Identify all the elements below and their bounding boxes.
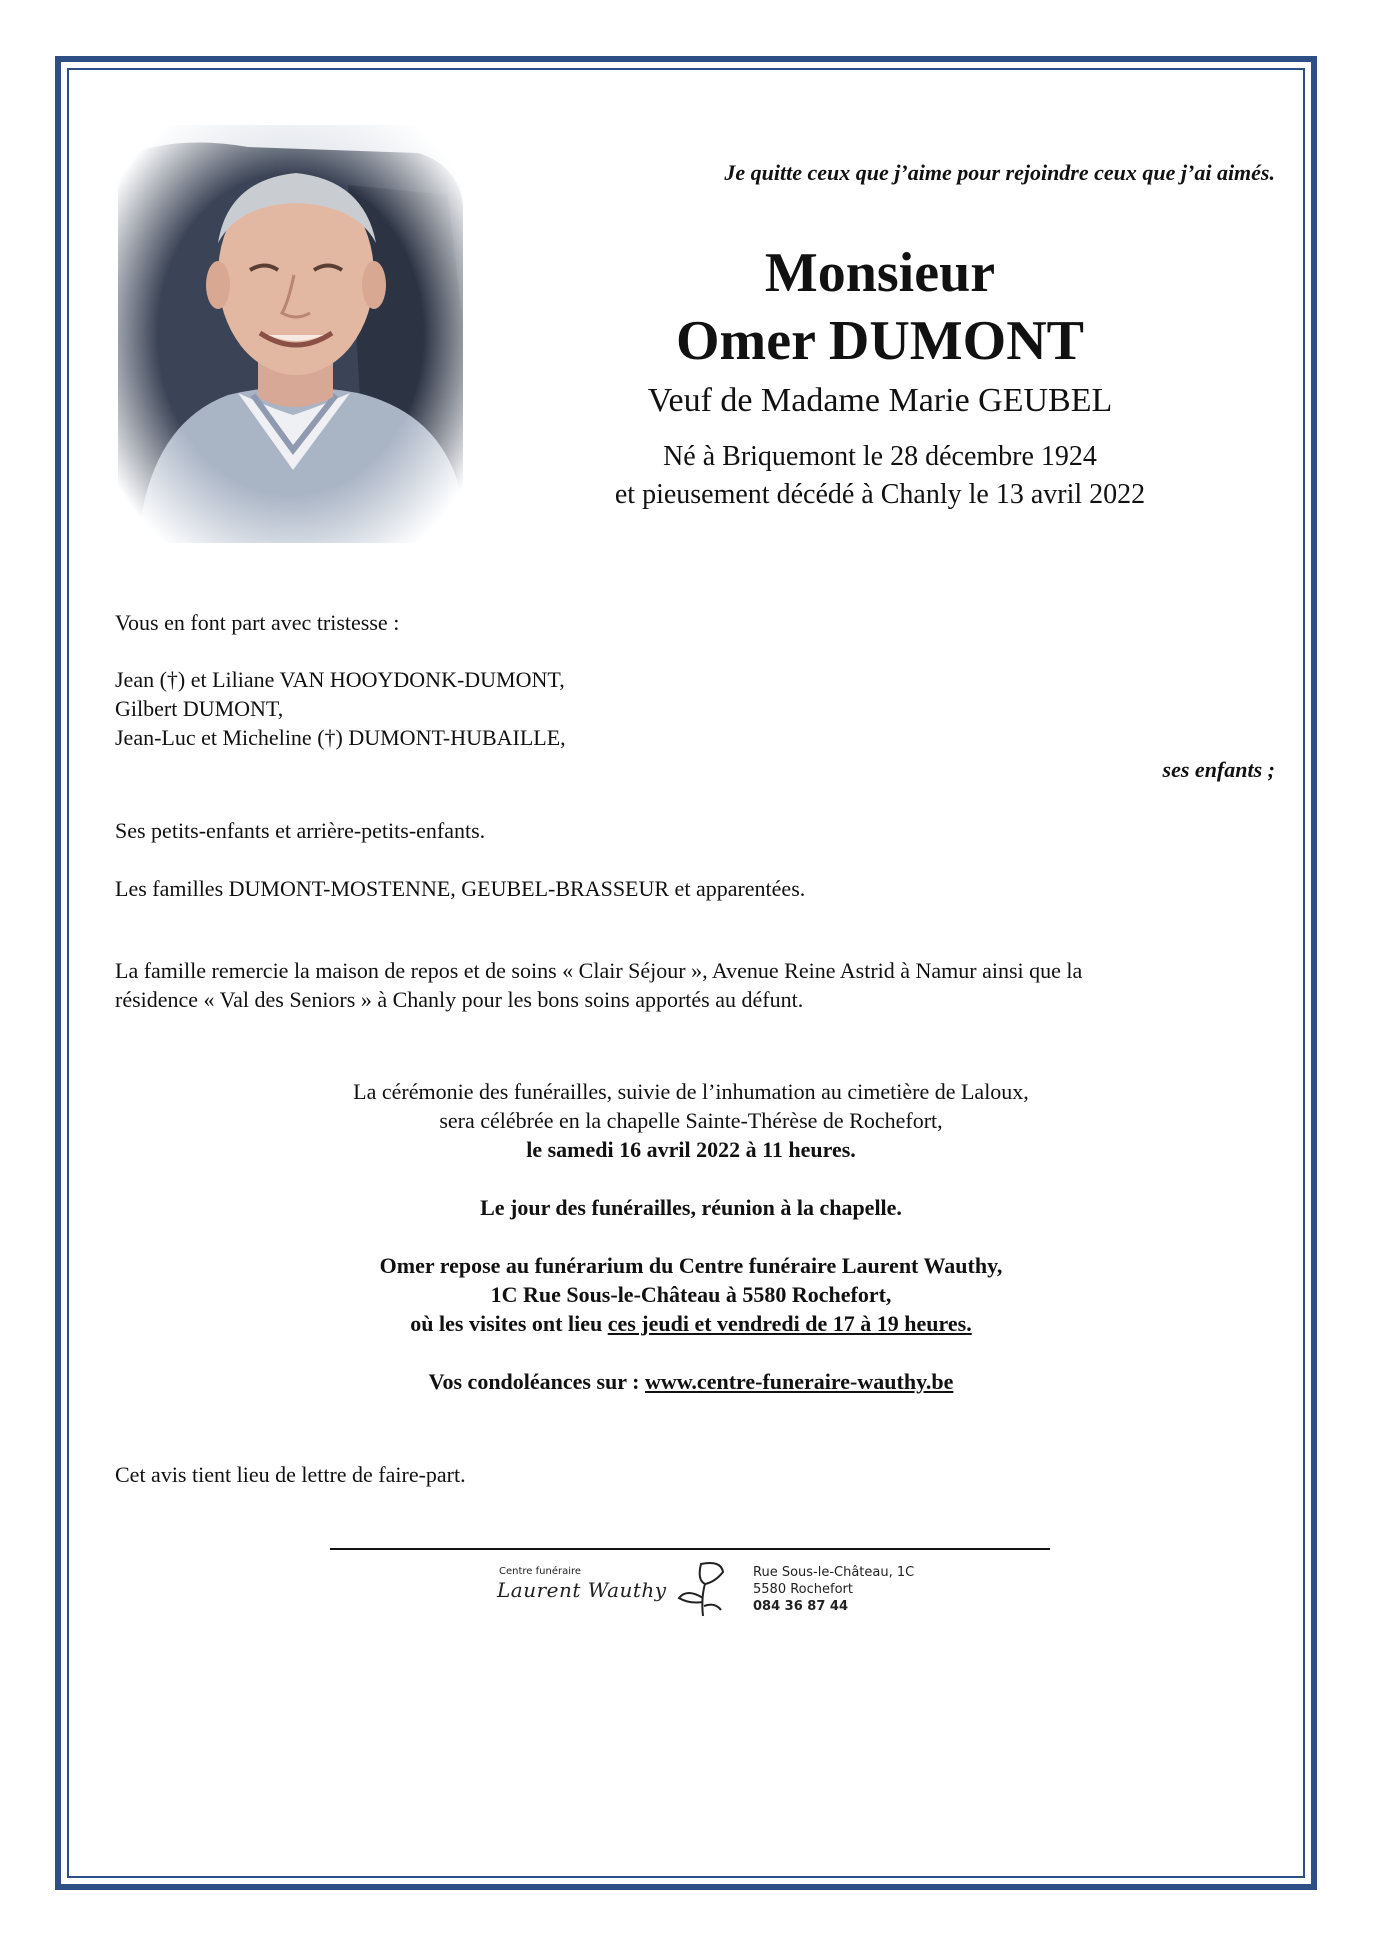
families-line: Les familles DUMONT-MOSTENNE, GEUBEL-BRASSEUR et apparentées. — [115, 876, 806, 901]
grandchildren-line: Ses petits-enfants et arrière-petits-enfants. — [115, 818, 486, 843]
children-role: ses enfants ; — [1162, 757, 1275, 782]
birth-line: Né à Briquemont le 28 décembre 1924 — [663, 441, 1097, 472]
funeral-home-logo — [495, 1556, 935, 1618]
ceremony-details — [115, 1077, 1267, 1396]
thanks-line: La famille remercie la maison de repos et de soins « Clair Séjour », Avenue Reine Astrid à Namur ainsi que la — [115, 958, 1083, 983]
logo-wordmark: Laurent Wauthy — [497, 1578, 667, 1602]
condolences-link[interactable]: www.centre-funeraire-wauthy.be — [644, 1369, 954, 1394]
logo-caption: Centre funéraire — [499, 1566, 582, 1577]
death-line: et pieusement décédé à Chanly le 13 avril 2022 — [614, 479, 1146, 510]
visits-line: où les visites ont lieu ces jeudi et vendredi de 17 à 19 heures. — [410, 1311, 972, 1336]
children-list — [115, 665, 1275, 752]
resting-place-line: Omer repose au funérarium du Centre funéraire Laurent Wauthy, — [379, 1253, 1003, 1278]
closing-note: Cet avis tient lieu de lettre de faire-part. — [115, 1462, 466, 1487]
life-dates — [530, 438, 1230, 514]
address-line: Rue Sous-le-Château, 1C — [753, 1565, 915, 1580]
funeral-home-address — [753, 1564, 914, 1615]
ceremony-line: sera célébrée en la chapelle Sainte-Thérèse de Rochefort, — [439, 1108, 943, 1133]
address-city: 5580 Rochefort — [753, 1582, 853, 1597]
epitaph-quote: Je quitte ceux que j’aime pour rejoindre ceux que j’ai aimés. — [724, 160, 1275, 185]
child-line: Jean-Luc et Micheline (†) DUMONT-HUBAILLE, — [115, 725, 566, 750]
honorific: Monsieur — [764, 242, 996, 304]
thanks-line: résidence « Val des Seniors » à Chanly pour les bons soins apportés au défunt. — [115, 987, 804, 1012]
family-intro: Vous en font part avec tristesse : — [115, 610, 400, 635]
ceremony-date: le samedi 16 avril 2022 à 11 heures. — [526, 1137, 856, 1162]
visits-times: ces jeudi et vendredi de 17 à 19 heures. — [607, 1311, 972, 1336]
calla-lily-icon — [671, 1558, 731, 1624]
ceremony-line: La cérémonie des funérailles, suivie de l’inhumation au cimetière de Laloux, — [353, 1079, 1029, 1104]
deceased-header — [530, 240, 1230, 514]
footer-divider — [330, 1548, 1050, 1550]
spouse-line: Veuf de Madame Marie GEUBEL — [647, 382, 1113, 419]
thanks-paragraph — [115, 956, 1275, 1014]
resting-address: 1C Rue Sous-le-Château à 5580 Rochefort, — [490, 1282, 892, 1307]
phone-number: 084 36 87 44 — [753, 1599, 848, 1614]
meeting-line: Le jour des funérailles, réunion à la chapelle. — [480, 1195, 902, 1220]
child-line: Jean (†) et Liliane VAN HOOYDONK-DUMONT, — [115, 667, 565, 692]
condolences-line: Vos condoléances sur : www.centre-funeraire-wauthy.be — [428, 1369, 954, 1394]
deceased-name: Omer DUMONT — [676, 310, 1084, 372]
child-line: Gilbert DUMONT, — [115, 696, 284, 721]
portrait-photo — [118, 125, 463, 543]
